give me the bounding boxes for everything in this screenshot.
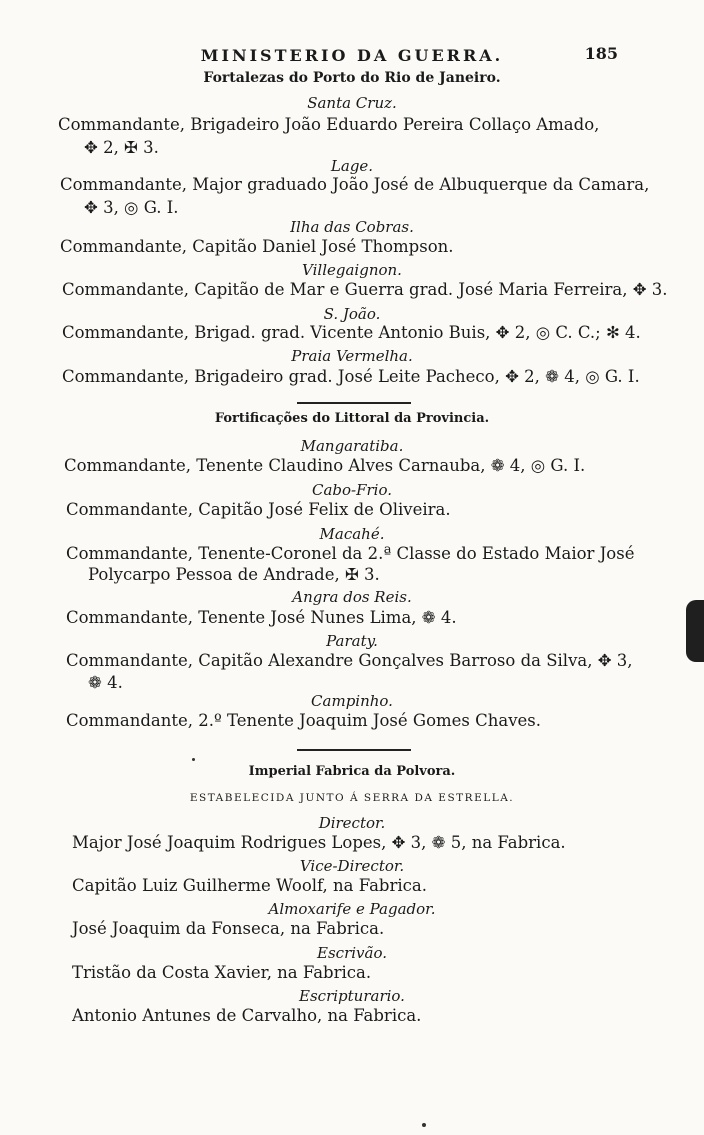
entry-line: Commandante, Brigad. grad. Vicente Antonio Buis, ✥ 2, ◎ C. C.; ✻ 4. [62,323,641,342]
entry-line: Commandante, Capitão Alexandre Gonçalves Barroso da Silva, ✥ 3, [66,651,633,670]
entry-line: Commandante, Major graduado João José de Albuquerque da Camara, [60,175,650,194]
entry-line: Commandante, Capitão Daniel José Thompson. [60,237,454,256]
entry-line: Capitão Luiz Guilherme Woolf, na Fabrica. [72,876,427,895]
place-s-joao: S. João. [323,305,381,323]
place-macahe: Macahé. [319,525,385,543]
page-number: 185 [584,44,618,63]
place-villegaignon: Villegaignon. [302,261,402,279]
print-speck [192,758,195,761]
section-divider [297,402,411,404]
place-campinho: Campinho. [311,692,393,710]
section-heading-fabrica-polvora: Imperial Fabrica da Polvora. [248,764,456,779]
entry-line: José Joaquim da Fonseca, na Fabrica. [72,919,385,938]
section-divider [297,749,411,751]
entry-line-cont: ✥ 3, ◎ G. I. [84,198,179,217]
page-edge-bleed [686,600,704,662]
place-angra-dos-reis: Angra dos Reis. [292,588,412,606]
running-title: MINISTERIO DA GUERRA. [200,46,504,65]
place-mangaratiba: Mangaratiba. [300,437,404,455]
place-escripturario: Escripturario. [299,987,405,1005]
place-vice-director: Vice-Director. [299,857,405,875]
entry-line: Commandante, 2.º Tenente Joaquim José Gomes Chaves. [66,711,542,730]
entry-line: Commandante, Capitão José Felix de Oliveira. [66,500,451,519]
place-almoxarife: Almoxarife e Pagador. [268,900,436,918]
entry-line: Commandante, Tenente-Coronel da 2.ª Classe do Estado Maior José [66,544,635,563]
entry-line-cont: Polycarpo Pessoa de Andrade, ✠ 3. [88,565,380,584]
place-praia-vermelha: Praia Vermelha. [291,347,413,365]
place-cabo-frio: Cabo-Frio. [311,481,393,499]
place-paraty: Paraty. [326,632,378,650]
place-santa-cruz: Santa Cruz. [307,94,397,112]
section-heading-fortalezas: Fortalezas do Porto do Rio de Janeiro. [203,70,501,86]
entry-line: Major José Joaquim Rodrigues Lopes, ✥ 3, ❁ 5, na Fabrica. [72,833,566,852]
section-subheading: ESTABELECIDA JUNTO Á SERRA DA ESTRELLA. [189,792,515,804]
entry-line-cont: ✥ 2, ✠ 3. [84,138,159,157]
entry-line: Antonio Antunes de Carvalho, na Fabrica. [72,1006,422,1025]
place-escrivao: Escrivão. [317,944,387,962]
entry-line-cont: ❁ 4. [88,673,123,692]
place-director: Director. [318,814,386,832]
entry-line: Commandante, Brigadeiro João Eduardo Pereira Collaço Amado, [58,115,600,134]
place-ilha-das-cobras: Ilha das Cobras. [290,218,414,236]
print-speck [422,1123,426,1127]
entry-line: Commandante, Tenente Claudino Alves Carnauba, ❁ 4, ◎ G. I. [64,456,586,475]
entry-line: Commandante, Capitão de Mar e Guerra grad. José Maria Ferreira, ✥ 3. [62,280,668,299]
place-lage: Lage. [330,157,374,175]
entry-line: Tristão da Costa Xavier, na Fabrica. [72,963,372,982]
entry-line: Commandante, Brigadeiro grad. José Leite Pacheco, ✥ 2, ❁ 4, ◎ G. I. [62,367,640,386]
entry-line: Commandante, Tenente José Nunes Lima, ❁ 4. [66,608,457,627]
section-heading-fortificacoes: Fortificações do Littoral da Provincia. [214,411,490,426]
